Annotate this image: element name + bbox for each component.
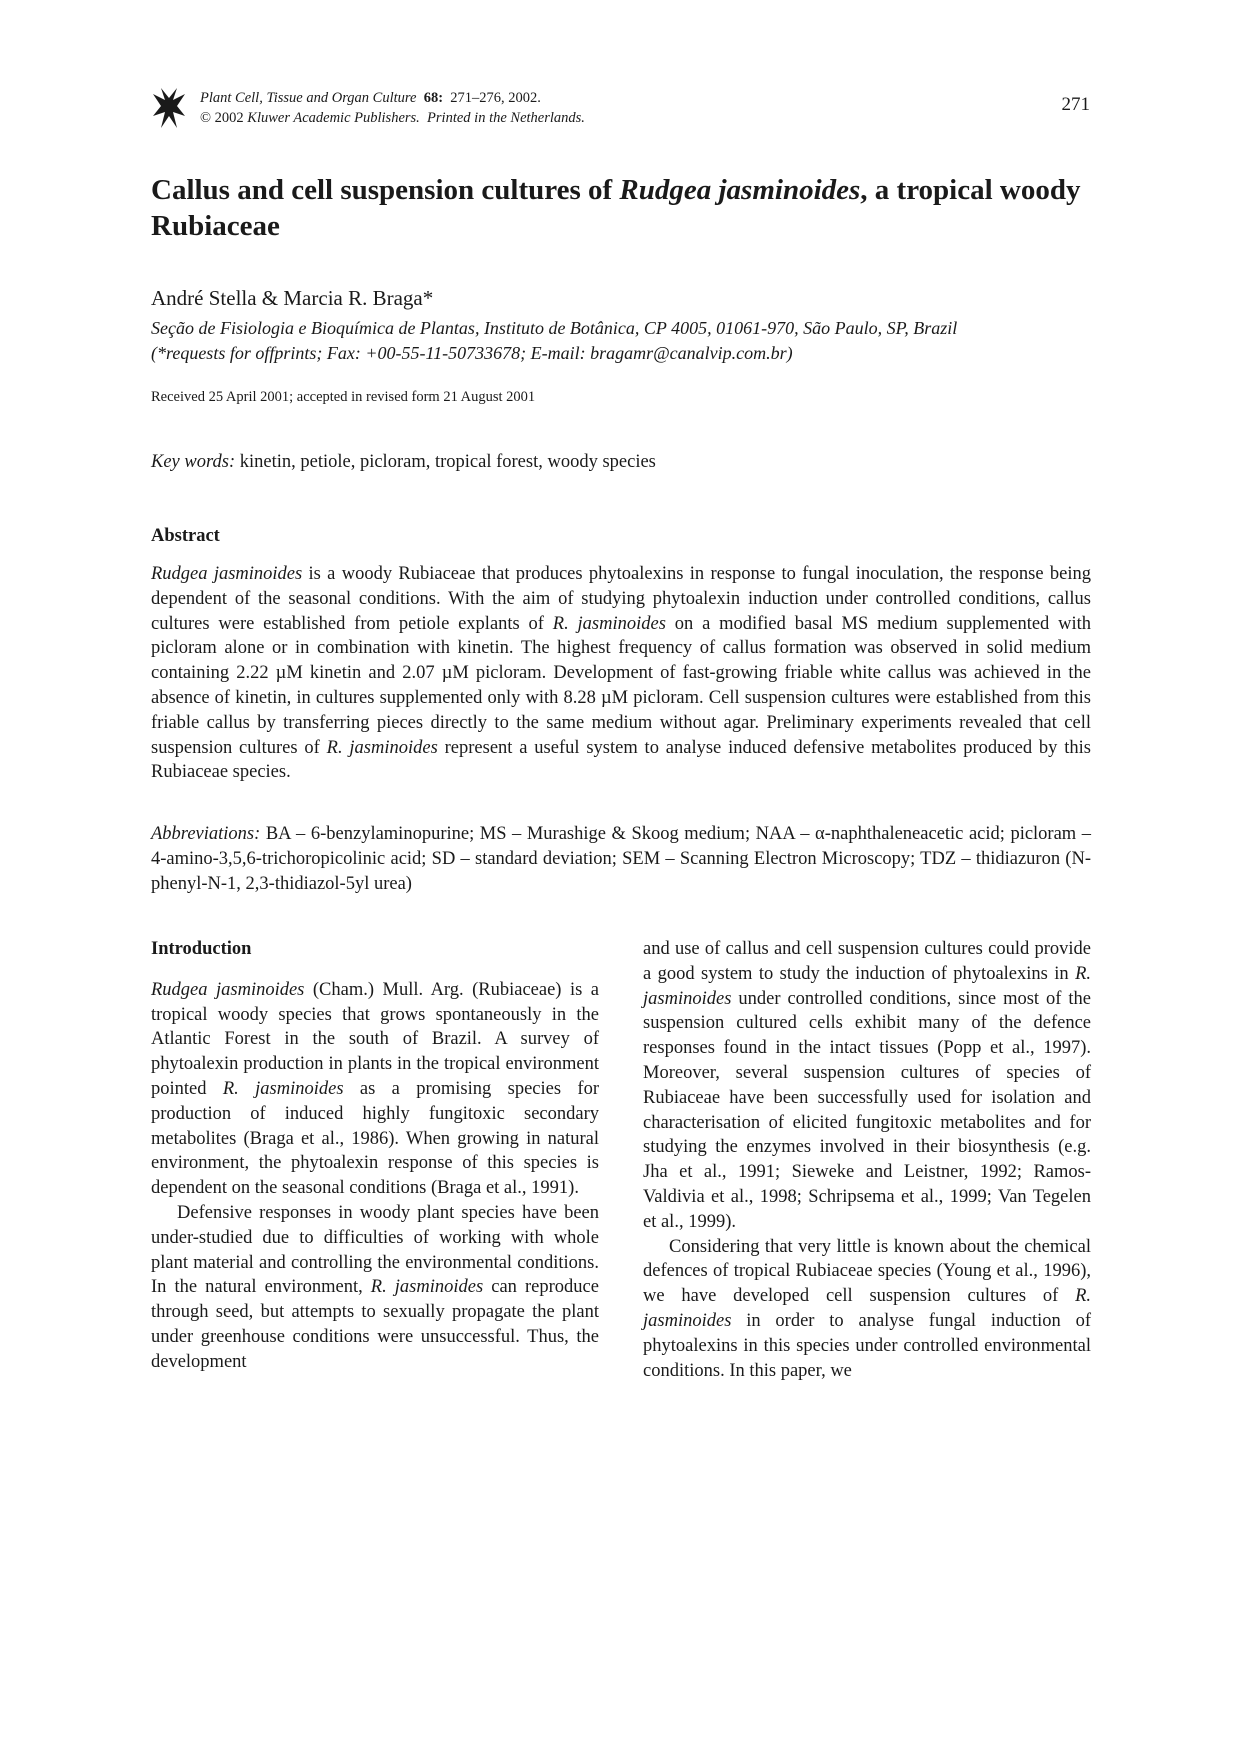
journal-line-2 — [200, 108, 585, 128]
intro-p3-text-b: under controlled conditions, since most of the suspension cultured cells exhibit many of the defence responses found in the intact tissues (Popp et al., 1997). Moreover, several suspension cultures of species of Rubiaceae have been successfully used for isolation and characterisation of elicited fungitoxic metabolites and for studying the enzymes involved in their biosynthesis (e.g. Jha et al., 1991; Sieweke and Leistner, 1992; Ramos-Valdivia et al., 1998; Schripsema et al., 1999; Van Tegelen et al., 1999). — [643, 988, 1091, 1232]
intro-p1-text-b: as a promising species for production of induced highly fungitoxic secondary metabolites (Braga et al., 1986). When growing in natural environment, the phytoalexin response of this species is dependent on the seasonal conditions (Braga et al., 1991). — [151, 1078, 599, 1199]
intro-p4-text-a: Considering that very little is known about the chemical defences of tropical Rubiaceae species (Young et al., 1996), we have developed cell suspension cultures of — [643, 1236, 1091, 1307]
journal-pages: 271–276, 2002. — [450, 90, 541, 106]
abstract-text-3: represent a useful system to analyse induced defensive metabolites produced by this Rubiaceae species. — [151, 737, 1091, 783]
intro-paragraph-4 — [643, 1235, 1091, 1384]
title-species: Rudgea jasminoides — [619, 174, 861, 206]
copyright-year: 2002 — [214, 110, 244, 126]
abbreviations-text: BA – 6-benzylaminopurine; MS – Murashige & Skoog medium; NAA – α-naphthaleneacetic acid; picloram – 4-amino-3,5,6-trichoropicolinic acid; SD – standard deviation; SEM – Scanning Electron Microscopy; TDZ – thidiazuron (N-phenyl-N-1, 2,3-thidiazol-5yl urea) — [151, 824, 1091, 894]
intro-p2-species: R. jasminoides — [370, 1277, 484, 1298]
journal-citation — [200, 88, 585, 128]
intro-p2-text-a: Defensive responses in woody plant species have been under-studied due to difficulties of working with whole plant material and controlling the environmental conditions. In the natural environment, — [151, 1202, 599, 1298]
intro-paragraph-3 — [643, 937, 1091, 1235]
abstract-text-2: on a modified basal MS medium supplemented with picloram alone or in combination with kinetin. The highest frequency of callus formation was observed in solid medium containing 2.22 µM kinetin and 2.07 µM picloram. Development of fast-growing friable white callus was achieved in the absence of kinetin, in cultures supplemented only with 8.28 µM picloram. Cell suspension cultures were established from this friable callus by transferring pieces directly to the same medium without agar. Preliminary experiments revealed that cell suspension cultures of — [151, 613, 1091, 758]
kluwer-logo-icon — [151, 86, 187, 130]
abbreviations — [151, 822, 1091, 896]
intro-paragraph-1 — [151, 978, 599, 1201]
abstract-text — [151, 562, 1091, 785]
intro-p4-text-b: in order to analyse fungal induction of phytoalexins in this species under controlled environmental conditions. In this paper, we — [643, 1310, 1091, 1381]
introduction-left-column — [151, 937, 599, 1375]
intro-p3-species: R. jasminoides — [643, 963, 1091, 1009]
abstract-species: Rudgea jasminoides — [151, 564, 303, 584]
page-number: 271 — [1061, 94, 1090, 115]
abstract-text-1: is a woody Rubiaceae that produces phytoalexins in response to fungal inoculation, the response being dependent of the seasonal conditions. With the aim of studying phytoalexin induction under controlled conditions, callus cultures were established from petiole explants of — [151, 564, 1091, 634]
title-part-2: , a tropical woody Rubiaceae — [151, 174, 1081, 242]
intro-p1-text-a: (Cham.) Mull. Arg. (Rubiaceae) is a tropical woody species that grows spontaneously in the Atlantic Forest in the south of Brazil. A survey of phytoalexin production in plants in the tropical environment pointed — [151, 979, 599, 1099]
intro-p4-species: R. jasminoides — [643, 1286, 1091, 1331]
intro-paragraph-2 — [151, 1201, 599, 1375]
keywords-text: kinetin, petiole, picloram, tropical forest, woody species — [239, 452, 656, 472]
printed-location: Printed in the Netherlands. — [427, 110, 585, 126]
title-part-1: Callus and cell suspension cultures of — [151, 174, 620, 206]
affiliation — [151, 316, 1091, 366]
introduction-heading: Introduction — [151, 939, 252, 959]
abstract-heading: Abstract — [151, 526, 220, 546]
affiliation-line-1: Seção de Fisiologia e Bioquímica de Plantas, Instituto de Botânica, CP 4005, 01061-970, São Paulo, SP, Brazil — [151, 318, 958, 338]
abstract-species-short-2: R. jasminoides — [326, 737, 438, 758]
received-dates: Received 25 April 2001; accepted in revised form 21 August 2001 — [151, 389, 536, 405]
affiliation-line-2: (*requests for offprints; Fax: +00-55-11-50733678; E-mail: bragamr@canalvip.com.br) — [151, 343, 793, 363]
abstract-species-short: R. jasminoides — [552, 613, 666, 634]
paper-title — [151, 172, 1091, 244]
publisher: Kluwer Academic Publishers. — [247, 110, 420, 126]
introduction-right-column — [643, 937, 1091, 1383]
authors: André Stella & Marcia R. Braga* — [151, 286, 434, 310]
abbreviations-label: Abbreviations: — [151, 824, 261, 844]
journal-line-1 — [200, 88, 585, 108]
journal-name: Plant Cell, Tissue and Organ Culture — [200, 90, 417, 106]
intro-p1-species-short: R. jasminoides — [222, 1078, 344, 1099]
intro-p3-text-a: and use of callus and cell suspension cultures could provide a good system to study the induction of phytoalexins in — [643, 939, 1091, 984]
intro-p1-species: Rudgea jasminoides — [151, 979, 305, 1000]
copyright-symbol: © — [200, 110, 212, 126]
intro-p2-text-b: can reproduce through seed, but attempts to sexually propagate the plant under greenhouse conditions were unsuccessful. Thus, the development — [151, 1277, 599, 1372]
journal-volume: 68: — [423, 90, 444, 106]
keywords-label: Key words: — [151, 452, 236, 472]
keywords — [151, 452, 656, 473]
